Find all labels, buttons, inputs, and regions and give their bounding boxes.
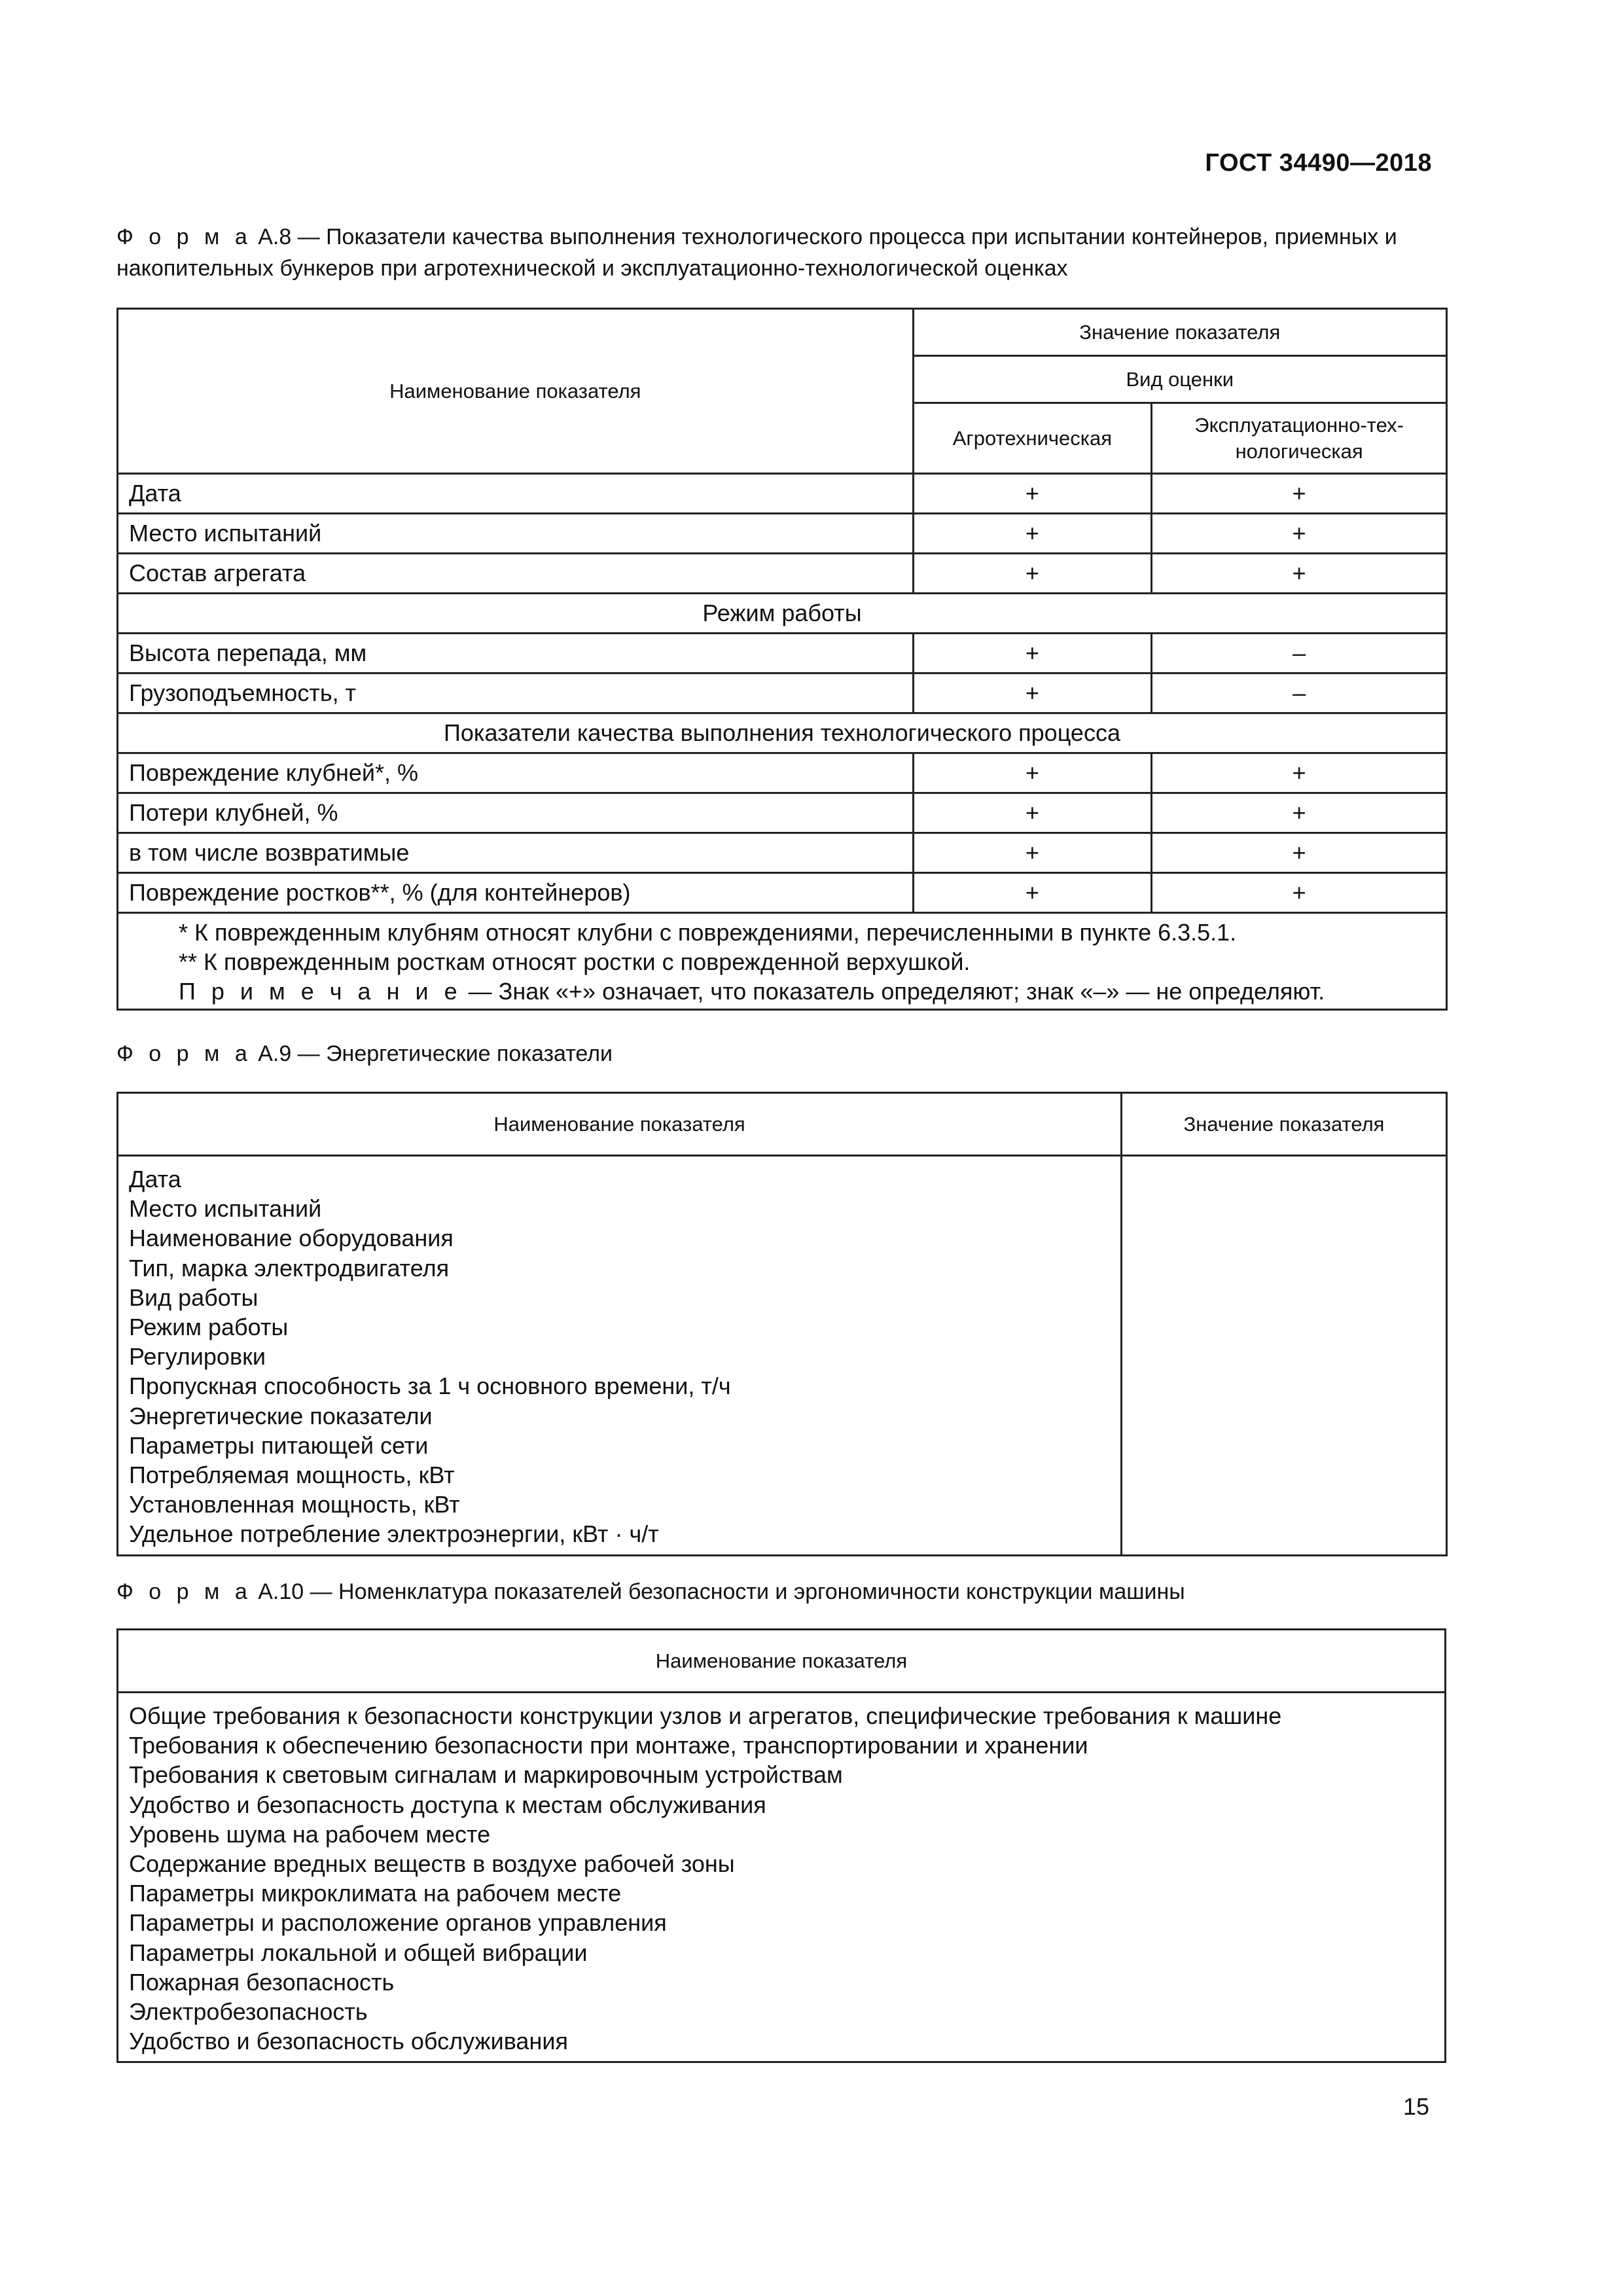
section-row <box>118 713 1447 753</box>
row-name: Повреждение клубней*, % <box>118 753 914 793</box>
list-item: Параметры микроклимата на рабочем месте <box>129 1880 622 1907</box>
list-item: Содержание вредных веществ в воздухе рабочей зоны <box>129 1850 735 1878</box>
table-row <box>118 753 1447 793</box>
row-name: Повреждение ростков**, % (для контейнеров) <box>118 873 914 913</box>
table-row <box>118 673 1447 713</box>
row-name: Состав агрегата <box>118 554 914 594</box>
section-row <box>118 594 1447 634</box>
form-a10-title: А.10 — Номенклатура показателей безопасности и эргономичности конструкции машины <box>251 1579 1185 1604</box>
list-item: Электробезопасность <box>129 1998 368 2026</box>
table-row <box>118 793 1447 833</box>
footnote-2: ** К поврежденным росткам относят ростки с поврежденной верхушкой. <box>179 948 971 975</box>
col-header-value: Значение показателя <box>1122 1093 1447 1156</box>
form-a10-table <box>116 1628 1446 2063</box>
list-item: Параметры питающей сети <box>129 1431 429 1459</box>
col-header-agro: Агротехническая <box>913 403 1152 474</box>
section-quality: Показатели качества выполнения технологического процесса <box>118 713 1447 753</box>
list-item: Тип, марка электродвигателя <box>129 1254 450 1282</box>
form-a9-caption <box>116 1038 1444 1069</box>
list-item: Установленная мощность, кВт <box>129 1491 460 1518</box>
col-header-kind: Вид оценки <box>913 356 1446 403</box>
row-name: Высота перепада, мм <box>118 634 914 673</box>
list-item: Вид работы <box>129 1283 259 1311</box>
list-item: Энергетические показатели <box>129 1402 433 1429</box>
row-agro-value: + <box>913 474 1152 514</box>
row-name: Потери клубней, % <box>118 793 914 833</box>
table-row <box>118 474 1447 514</box>
form-a8-table <box>116 308 1448 1011</box>
row-name: Дата <box>118 474 914 514</box>
notes-row <box>118 913 1447 1010</box>
table-row <box>118 833 1447 873</box>
table-row <box>118 514 1447 554</box>
col-header-name: Наименование показателя <box>118 1630 1446 1693</box>
row-agro-value: + <box>913 514 1152 554</box>
list-item: Наименование оборудования <box>129 1225 454 1252</box>
section-mode: Режим работы <box>118 594 1447 634</box>
row-name: Грузоподъемность, т <box>118 673 914 713</box>
list-item: Общие требования к безопасности конструкции узлов и агрегатов, специфические требования к машине <box>129 1702 1282 1729</box>
list-item: Дата <box>129 1166 181 1193</box>
list-item: Пожарная безопасность <box>129 1968 395 1996</box>
indicator-list <box>118 1156 1122 1556</box>
row-expl-value: + <box>1152 514 1447 554</box>
list-item: Удобство и безопасность доступа к местам обслуживания <box>129 1791 766 1818</box>
row-expl-value: + <box>1152 753 1447 793</box>
note-label: П р и м е ч а н и е <box>179 978 462 1005</box>
indicator-list <box>118 1693 1446 2062</box>
row-expl-value: + <box>1152 554 1447 594</box>
form-label: Ф о р м а <box>116 224 252 249</box>
row-expl-value: + <box>1152 793 1447 833</box>
standard-designation: ГОСТ 34490—2018 <box>1205 149 1432 177</box>
list-item: Параметры и расположение органов управления <box>129 1909 667 1937</box>
row-agro-value: + <box>913 753 1152 793</box>
form-a10-caption <box>116 1576 1444 1607</box>
form-label: Ф о р м а <box>116 1041 252 1066</box>
list-item: Потребляемая мощность, кВт <box>129 1462 455 1489</box>
list-item: Удельное потребление электроэнергии, кВт · ч/т <box>129 1520 659 1548</box>
note-text: — Знак «+» означает, что показатель определяют; знак «–» — не определяют. <box>461 978 1325 1005</box>
footnote-1: * К поврежденным клубням относят клубни с повреждениями, перечисленными в пункте 6.3.5.1. <box>179 919 1237 946</box>
list-item: Регулировки <box>129 1343 266 1371</box>
row-agro-value: + <box>913 634 1152 673</box>
page-number: 15 <box>1402 2093 1429 2120</box>
row-name: Место испытаний <box>118 514 914 554</box>
row-expl-value: + <box>1152 833 1447 873</box>
col-header-name: Наименование показателя <box>118 309 914 474</box>
form-a8-title: А.8 — Показатели качества выполнения технологического процесса при испытании контейнеров, приемных и накопительных бункеров при агротехнической и эксплуатационно-технологической оценках <box>116 224 1397 281</box>
col-header-expl: Эксплуатационно-тех-нологическая <box>1152 403 1447 474</box>
row-agro-value: + <box>913 793 1152 833</box>
row-agro-value: + <box>913 833 1152 873</box>
list-item: Пропускная способность за 1 ч основного времени, т/ч <box>129 1372 731 1400</box>
form-a9-table <box>116 1092 1448 1556</box>
row-expl-value: – <box>1152 673 1447 713</box>
table-row <box>118 634 1447 673</box>
list-item: Требования к обеспечению безопасности при монтаже, транспортировании и хранении <box>129 1732 1088 1759</box>
table-row <box>118 873 1447 913</box>
form-a9-title: А.9 — Энергетические показатели <box>251 1041 613 1066</box>
row-expl-value: + <box>1152 474 1447 514</box>
row-name: в том числе возвратимые <box>118 833 914 873</box>
row-agro-value: + <box>913 873 1152 913</box>
table-notes <box>118 913 1447 1010</box>
form-a8-caption <box>116 221 1444 284</box>
row-expl-value: + <box>1152 873 1447 913</box>
list-item: Режим работы <box>129 1314 289 1341</box>
row-expl-value: – <box>1152 634 1447 673</box>
list-item: Удобство и безопасность обслуживания <box>129 2028 568 2055</box>
form-label: Ф о р м а <box>116 1579 252 1604</box>
table-row <box>118 554 1447 594</box>
value-cell <box>1122 1156 1447 1556</box>
list-item: Требования к световым сигналам и маркировочным устройствам <box>129 1761 843 1789</box>
row-agro-value: + <box>913 554 1152 594</box>
col-header-value: Значение показателя <box>913 309 1446 356</box>
row-agro-value: + <box>913 673 1152 713</box>
list-item: Место испытаний <box>129 1195 322 1223</box>
list-item: Уровень шума на рабочем месте <box>129 1820 491 1848</box>
table-note <box>129 977 1435 1006</box>
col-header-name: Наименование показателя <box>118 1093 1122 1156</box>
list-item: Параметры локальной и общей вибрации <box>129 1939 588 1966</box>
